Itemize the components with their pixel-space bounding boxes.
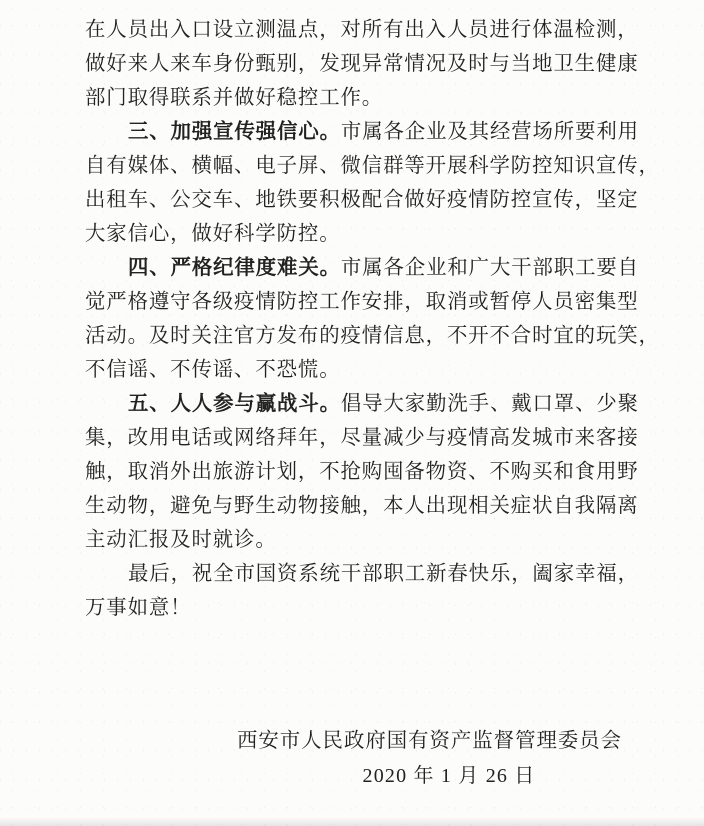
- line-text: 主动汇报及时就诊。: [85, 529, 277, 551]
- text-line: [85, 149, 660, 183]
- section-heading: 四、严格纪律度难关。: [128, 257, 341, 279]
- signature-organization: 西安市人民政府国有资产监督管理委员会: [237, 730, 623, 752]
- line-text: 集，改用电话或网络拜年，尽量减少与疫情高发城市来客接: [85, 427, 639, 449]
- text-line: [85, 217, 651, 251]
- line-text: 出租车、公交车、地铁要积极配合做好疫情防控宣传，坚定: [85, 189, 639, 211]
- text-line: [85, 47, 651, 81]
- line-text: 部门取得联系并做好稳控工作。: [85, 87, 384, 109]
- text-line: [85, 489, 651, 523]
- text-line: [85, 183, 651, 217]
- line-text: 倡导大家勤洗手、戴口罩、少聚: [340, 393, 639, 415]
- text-line: [85, 387, 651, 421]
- line-text: 觉严格遵守各级疫情防控工作安排，取消或暂停人员密集型: [85, 291, 639, 313]
- text-line: [85, 353, 651, 387]
- indent-spacer: [85, 273, 128, 274]
- line-text: 触，取消外出旅游计划，不抢购囤备物资、不购买和食用野: [85, 461, 639, 483]
- line-text: 市属各企业及其经营场所要利用: [340, 121, 639, 143]
- line-text: 大家信心，做好科学防控。: [85, 223, 341, 245]
- section-heading: 五、人人参与赢战斗。: [128, 393, 341, 415]
- line-text: 自有媒体、横幅、电子屏、微信群等开展科学防控知识宣传，: [85, 155, 660, 177]
- indent-spacer: [85, 579, 128, 580]
- line-text: 万事如意！: [85, 597, 192, 619]
- text-line: [85, 421, 651, 455]
- indent-spacer: [85, 137, 128, 138]
- text-line: [85, 81, 651, 115]
- document-text: [85, 13, 660, 625]
- text-line: [85, 319, 660, 353]
- text-line: [85, 13, 651, 47]
- line-text: 在人员出入口设立测温点，对所有出入人员进行体温检测，: [85, 19, 639, 41]
- text-line: [85, 285, 651, 319]
- text-line: [85, 523, 651, 557]
- signature-date: 2020 年 1 月 26 日: [362, 765, 536, 787]
- text-line: [85, 455, 651, 489]
- indent-spacer: [85, 409, 128, 410]
- line-text: 做好来人来车身份甄别，发现异常情况及时与当地卫生健康: [85, 53, 639, 75]
- line-text: 市属各企业和广大干部职工要自: [340, 257, 639, 279]
- section-heading: 三、加强宣传强信心。: [128, 121, 341, 143]
- text-line: [85, 591, 651, 625]
- line-text: 最后，祝全市国资系统干部职工新春快乐，阖家幸福，: [128, 563, 639, 585]
- text-line: [85, 251, 651, 285]
- line-text: 生动物，避免与野生动物接触，本人出现相关症状自我隔离: [85, 495, 639, 517]
- line-text: 活动。及时关注官方发布的疫情信息，不开不合时宜的玩笑，: [85, 325, 660, 347]
- line-text: 不信谣、不传谣、不恐慌。: [85, 359, 341, 381]
- text-line: [85, 557, 651, 591]
- text-line: [85, 115, 651, 149]
- document-body: [85, 13, 660, 793]
- signature-block: [237, 724, 623, 793]
